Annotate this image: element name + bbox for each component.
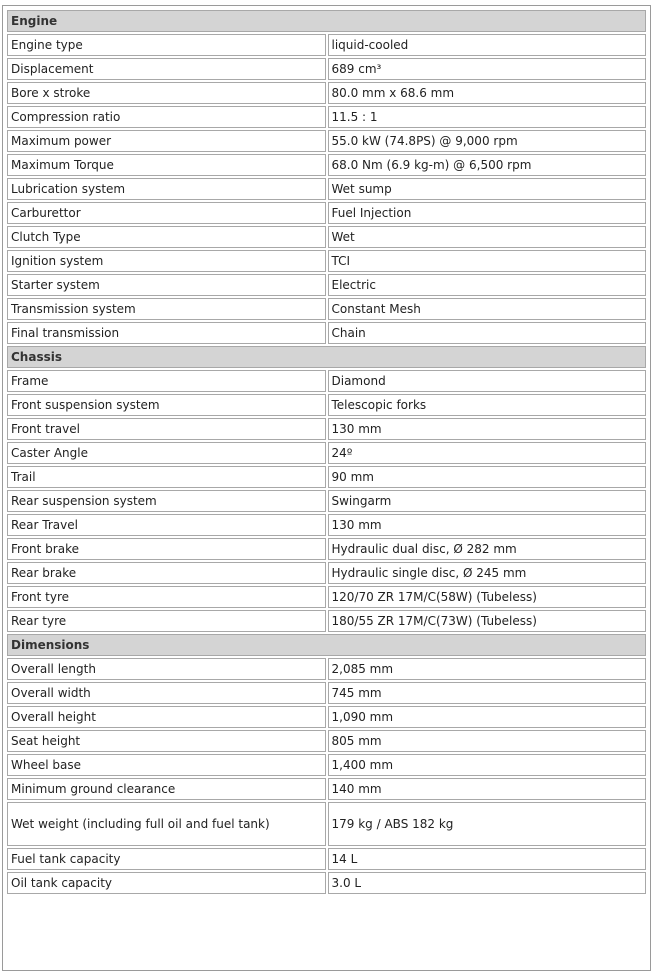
section-header-dimensions xyxy=(7,634,646,656)
spec-label: Ignition system xyxy=(7,250,326,272)
spec-row xyxy=(7,298,646,320)
spec-row xyxy=(7,586,646,608)
spec-label: Seat height xyxy=(7,730,326,752)
spec-value: 11.5 : 1 xyxy=(328,106,647,128)
spec-value: 55.0 kW (74.8PS) @ 9,000 rpm xyxy=(328,130,647,152)
spec-value: Hydraulic single disc, Ø 245 mm xyxy=(328,562,647,584)
spec-label: Front travel xyxy=(7,418,326,440)
spec-label: Rear tyre xyxy=(7,610,326,632)
spec-value: Telescopic forks xyxy=(328,394,647,416)
spec-label: Overall length xyxy=(7,658,326,680)
spec-row xyxy=(7,154,646,176)
spec-value: Fuel Injection xyxy=(328,202,647,224)
spec-label: Compression ratio xyxy=(7,106,326,128)
spec-label: Overall height xyxy=(7,706,326,728)
spec-value: 14 L xyxy=(328,848,647,870)
spec-value: 179 kg / ABS 182 kg xyxy=(328,802,647,846)
spec-row xyxy=(7,322,646,344)
spec-label: Maximum Torque xyxy=(7,154,326,176)
spec-row xyxy=(7,466,646,488)
section-title: Chassis xyxy=(7,346,646,368)
spec-value: 689 cm³ xyxy=(328,58,647,80)
spec-label: Maximum power xyxy=(7,130,326,152)
spec-value: Electric xyxy=(328,274,647,296)
spec-value: 3.0 L xyxy=(328,872,647,894)
spec-label: Displacement xyxy=(7,58,326,80)
spec-label: Rear brake xyxy=(7,562,326,584)
spec-row xyxy=(7,514,646,536)
spec-value: Wet xyxy=(328,226,647,248)
spec-value: 180/55 ZR 17M/C(73W) (Tubeless) xyxy=(328,610,647,632)
spec-value: Wet sump xyxy=(328,178,647,200)
spec-value: 140 mm xyxy=(328,778,647,800)
spec-value: 68.0 Nm (6.9 kg-m) @ 6,500 rpm xyxy=(328,154,647,176)
spec-value: 2,085 mm xyxy=(328,658,647,680)
spec-label: Rear Travel xyxy=(7,514,326,536)
spec-label: Front brake xyxy=(7,538,326,560)
spec-label: Oil tank capacity xyxy=(7,872,326,894)
section-title: Dimensions xyxy=(7,634,646,656)
spec-row xyxy=(7,848,646,870)
spec-row xyxy=(7,658,646,680)
spec-label: Minimum ground clearance xyxy=(7,778,326,800)
spec-label: Bore x stroke xyxy=(7,82,326,104)
spec-value: liquid-cooled xyxy=(328,34,647,56)
spec-label: Wheel base xyxy=(7,754,326,776)
spec-value: Diamond xyxy=(328,370,647,392)
spec-row xyxy=(7,730,646,752)
spec-row xyxy=(7,872,646,894)
spec-row xyxy=(7,58,646,80)
spec-value: Chain xyxy=(328,322,647,344)
spec-value: 130 mm xyxy=(328,514,647,536)
spec-row xyxy=(7,106,646,128)
spec-value: 805 mm xyxy=(328,730,647,752)
section-title: Engine xyxy=(7,10,646,32)
spec-label: Clutch Type xyxy=(7,226,326,248)
spec-label: Final transmission xyxy=(7,322,326,344)
spec-row xyxy=(7,490,646,512)
spec-row xyxy=(7,754,646,776)
spec-row xyxy=(7,394,646,416)
spec-label: Transmission system xyxy=(7,298,326,320)
spec-label: Wet weight (including full oil and fuel tank) xyxy=(7,802,326,846)
spec-value: 80.0 mm x 68.6 mm xyxy=(328,82,647,104)
spec-label: Lubrication system xyxy=(7,178,326,200)
spec-row xyxy=(7,34,646,56)
specifications-table xyxy=(5,8,648,896)
spec-value: 745 mm xyxy=(328,682,647,704)
spec-row xyxy=(7,130,646,152)
spec-row xyxy=(7,610,646,632)
specifications-body xyxy=(7,10,646,894)
spec-value: Swingarm xyxy=(328,490,647,512)
spec-value: 120/70 ZR 17M/C(58W) (Tubeless) xyxy=(328,586,647,608)
spec-row xyxy=(7,562,646,584)
spec-label: Frame xyxy=(7,370,326,392)
spec-label: Carburettor xyxy=(7,202,326,224)
spec-label: Fuel tank capacity xyxy=(7,848,326,870)
spec-row xyxy=(7,226,646,248)
spec-label: Rear suspension system xyxy=(7,490,326,512)
spec-row xyxy=(7,706,646,728)
spec-row xyxy=(7,250,646,272)
spec-label: Trail xyxy=(7,466,326,488)
spec-row xyxy=(7,202,646,224)
spec-value: 1,090 mm xyxy=(328,706,647,728)
spec-row xyxy=(7,82,646,104)
spec-row xyxy=(7,802,646,846)
spec-label: Caster Angle xyxy=(7,442,326,464)
spec-row xyxy=(7,418,646,440)
spec-value: 1,400 mm xyxy=(328,754,647,776)
spec-label: Front suspension system xyxy=(7,394,326,416)
spec-row xyxy=(7,178,646,200)
spec-row xyxy=(7,682,646,704)
spec-label: Overall width xyxy=(7,682,326,704)
spec-value: TCI xyxy=(328,250,647,272)
spec-label: Front tyre xyxy=(7,586,326,608)
spec-value: Hydraulic dual disc, Ø 282 mm xyxy=(328,538,647,560)
spec-table-frame xyxy=(2,5,651,971)
spec-value: 130 mm xyxy=(328,418,647,440)
spec-value: 24º xyxy=(328,442,647,464)
spec-value: 90 mm xyxy=(328,466,647,488)
spec-row xyxy=(7,538,646,560)
spec-label: Engine type xyxy=(7,34,326,56)
spec-row xyxy=(7,370,646,392)
section-header-chassis xyxy=(7,346,646,368)
spec-row xyxy=(7,778,646,800)
spec-label: Starter system xyxy=(7,274,326,296)
spec-row xyxy=(7,274,646,296)
section-header-engine xyxy=(7,10,646,32)
spec-value: Constant Mesh xyxy=(328,298,647,320)
spec-row xyxy=(7,442,646,464)
